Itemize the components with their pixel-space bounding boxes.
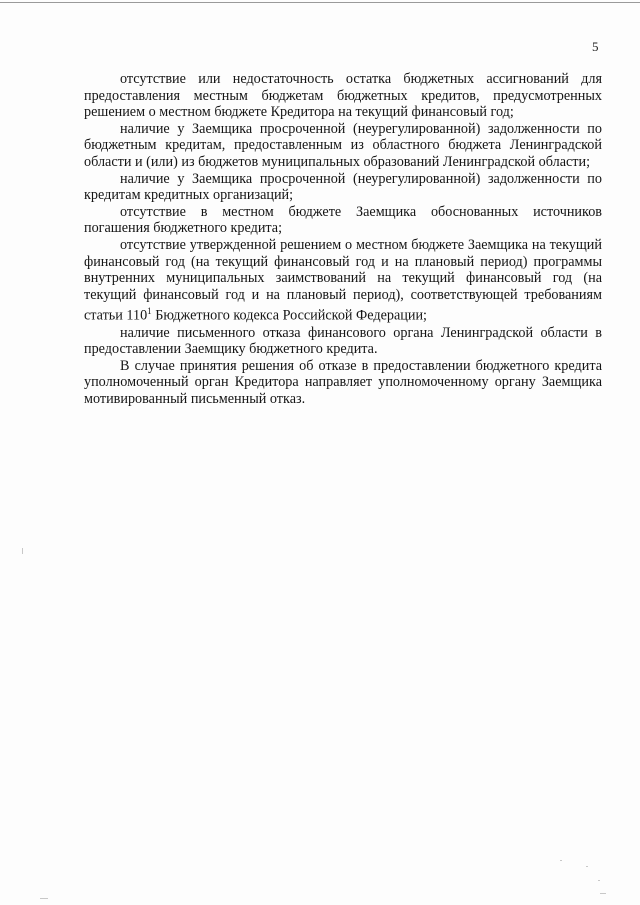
scan-mark [560,860,562,861]
paragraph-no-borrowing-program [84,237,602,325]
paragraph-overdue-budget-debt: наличие у Заемщика просроченной (неурегулированной) задолженности по бюджетным кредитам, предоставленным из областного бюджета Ленинградской области и (или) из бюджетов муниципальных образований Ленинградской области; [84,120,602,170]
paragraph-overdue-bank-debt: наличие у Заемщика просроченной (неурегулированной) задолженности по кредитам кредитных организаций; [84,170,602,204]
paragraph-refusal-notice: В случае принятия решения об отказе в предоставлении бюджетного кредита уполномоченный орган Кредитора направляет уполномоченному органу Заемщика мотивированный письменный отказ. [84,357,602,408]
scan-mark [600,893,606,894]
scan-mark [40,898,48,899]
scan-mark [598,880,600,881]
borrowing-program-text: отсутствие утвержденной решением о местном бюджете Заемщика на текущий финансовый год (на текущий финансовый год и на плановый период) программы внутренних муниципальных заимствований на текущий финансовый год (на текущий финансовый год и на плановый период), соответствующей требованиям статьи 110 [84,236,602,325]
paragraph-written-refusal: наличие письменного отказа финансового органа Ленинградской области в предоставлении Заемщику бюджетного кредита. [84,324,602,358]
scan-edge-line [0,2,640,3]
scan-mark [22,548,23,554]
paragraph-insufficient-allocations: отсутствие или недостаточность остатка бюджетных ассигнований для предоставления местным бюджетам бюджетных кредитов, предусмотренных решением о местном бюджете Кредитора на текущий финансовый год; [84,71,602,121]
document-body [84,71,602,408]
budget-code-reference: Бюджетного кодекса Российской Федерации; [151,308,428,325]
article-superscript: 1 [147,306,152,317]
paragraph-no-repayment-sources: отсутствие в местном бюджете Заемщика обоснованных источников погашения бюджетного кредита; [84,203,602,237]
page-number: 5 [592,39,599,54]
scan-mark [586,866,588,867]
